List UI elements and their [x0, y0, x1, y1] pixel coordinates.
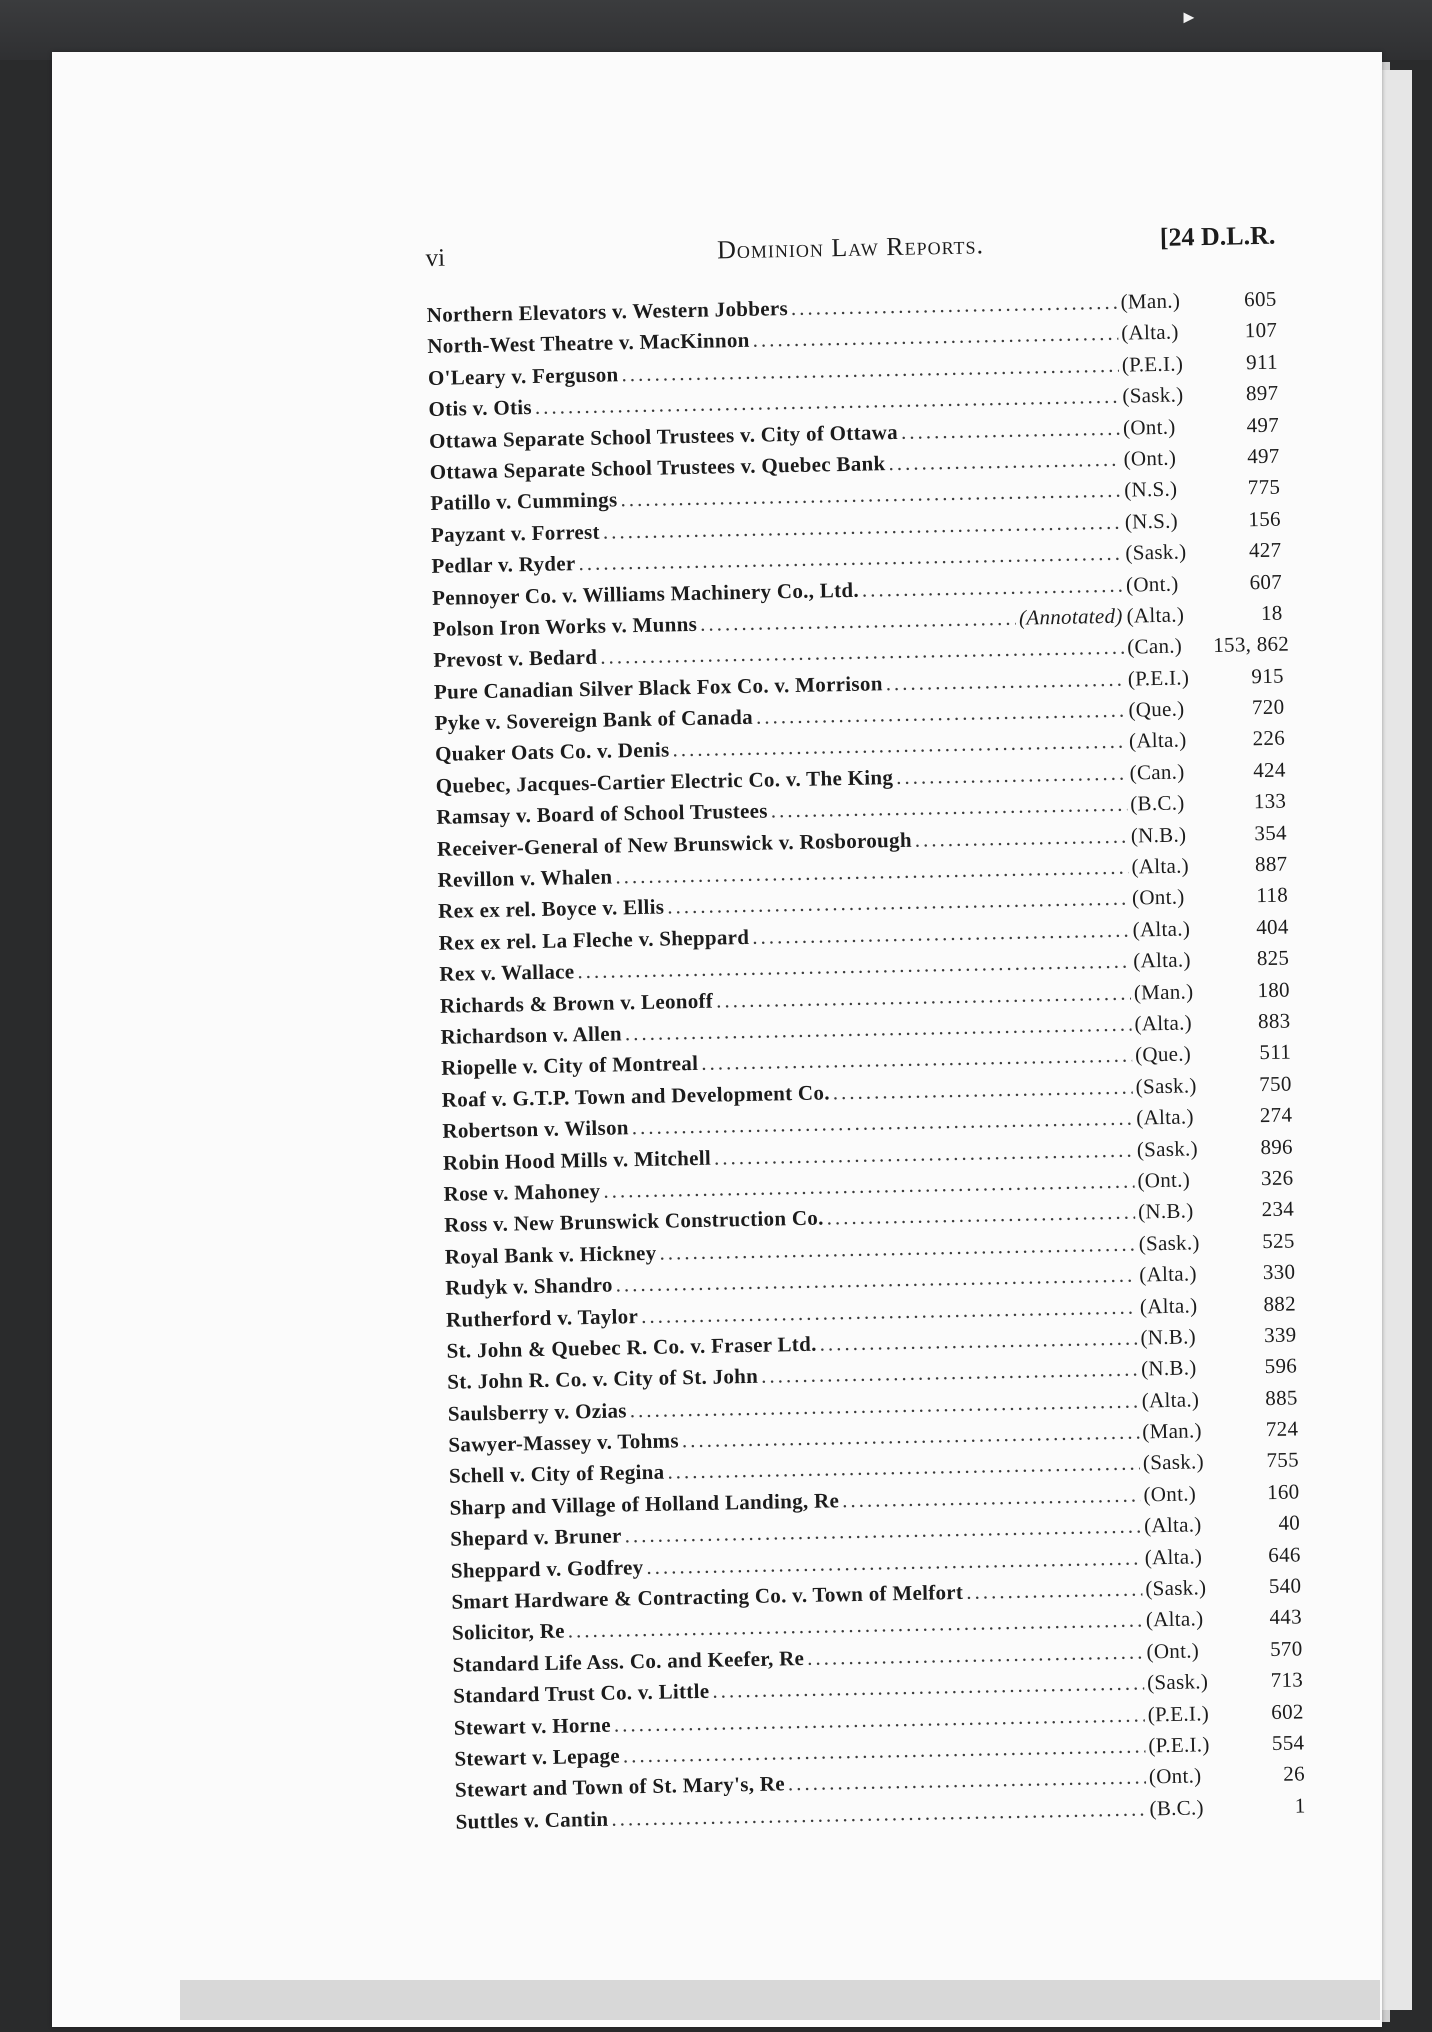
case-name: Rex v. Wallace: [439, 959, 575, 987]
case-page: 887: [1254, 851, 1288, 877]
case-name: Robin Hood Mills v. Mitchell: [442, 1145, 712, 1175]
case-page: 424: [1252, 757, 1286, 783]
case-court: (Que.): [1134, 1041, 1192, 1067]
case-page: 234: [1261, 1196, 1295, 1222]
case-page: 18: [1260, 600, 1283, 625]
case-name: Rutherford v. Taylor: [445, 1303, 639, 1332]
case-court: (N.B.): [1130, 822, 1187, 848]
case-court: (P.E.I.): [1147, 1700, 1210, 1726]
case-name: Patillo v. Cummings: [430, 487, 618, 516]
page-edge: [1382, 70, 1412, 2010]
case-page: 755: [1266, 1447, 1300, 1473]
case-page: 339: [1263, 1322, 1297, 1347]
case-page: 775: [1247, 474, 1281, 500]
case-page: 540: [1268, 1573, 1302, 1599]
case-name: Saulsberry v. Ozias: [447, 1398, 627, 1426]
case-court: (Man.): [1142, 1418, 1203, 1444]
case-name: Sawyer-Massey v. Tohms: [448, 1428, 680, 1457]
case-court: (Sask.): [1138, 1230, 1200, 1256]
case-name: Quebec, Jacques-Cartier Electric Co. v. The King: [435, 764, 894, 798]
case-page: 156: [1248, 506, 1282, 531]
dot-leader: [819, 1325, 1137, 1356]
dot-leader: [807, 1639, 1144, 1670]
case-name: North-West Theatre v. MacKinnon: [427, 328, 750, 359]
case-page: 40: [1278, 1510, 1301, 1536]
case-court: (Ont.): [1148, 1763, 1202, 1789]
case-page: 274: [1259, 1102, 1293, 1128]
case-court: (Sask.): [1145, 1575, 1207, 1601]
case-name: Rudyk v. Shandro: [445, 1272, 613, 1300]
case-name: Robertson v. Wilson: [442, 1115, 629, 1143]
dot-leader: [888, 447, 1121, 476]
case-court: (P.E.I.): [1121, 351, 1184, 377]
case-page: 497: [1246, 443, 1280, 469]
dot-leader: [862, 572, 1124, 602]
case-name: Standard Trust Co. v. Little: [453, 1679, 710, 1708]
case-name: Pedlar v. Ryder: [431, 551, 576, 579]
case-name: Standard Life Ass. Co. and Keefer, Re: [452, 1645, 805, 1677]
case-court: (Alta.): [1145, 1606, 1204, 1632]
case-page: 605: [1243, 286, 1277, 312]
case-name: Stewart v. Lepage: [454, 1743, 621, 1771]
case-name: Payzant v. Forrest: [430, 519, 601, 547]
case-court: (Can.): [1126, 633, 1183, 659]
dot-leader: [966, 1576, 1143, 1604]
case-page: 570: [1269, 1636, 1303, 1661]
case-court: (Sask.): [1142, 1449, 1205, 1475]
dot-leader: [901, 415, 1121, 444]
case-page: 915: [1251, 663, 1285, 688]
case-page: 497: [1246, 412, 1280, 437]
case-page: 897: [1245, 380, 1279, 406]
case-name: Smart Hardware & Contracting Co. v. Town of Melfort: [451, 1579, 964, 1614]
dot-leader: [791, 290, 1118, 321]
case-name: Prevost v. Bedard: [433, 645, 598, 673]
case-court: (N.B.): [1140, 1355, 1197, 1381]
case-page: 1: [1294, 1793, 1306, 1818]
case-name: Richardson v. Allen: [440, 1021, 623, 1049]
case-page: 896: [1260, 1134, 1294, 1159]
case-page: 602: [1271, 1698, 1304, 1724]
dot-leader: [700, 606, 1016, 637]
case-court: (Sask.): [1136, 1135, 1199, 1162]
case-court: (Can.): [1129, 759, 1185, 785]
case-court: (B.C.): [1130, 790, 1185, 816]
case-court: (Alta.): [1139, 1292, 1198, 1318]
case-court: (Man.): [1133, 978, 1194, 1005]
case-name: Richards & Brown v. Leonoff: [439, 988, 714, 1018]
case-court: (B.C.): [1149, 1795, 1205, 1821]
case-name: Schell v. City of Regina: [448, 1460, 665, 1489]
case-name: Ottawa Separate School Trustees v. Quebec Bank: [429, 451, 886, 484]
case-court: (Alta.): [1126, 602, 1185, 628]
case-page: 911: [1245, 349, 1279, 375]
case-page: 750: [1259, 1071, 1292, 1096]
case-court: (Alta.): [1143, 1512, 1202, 1538]
case-page: 354: [1254, 820, 1288, 845]
case-court: (N.S.): [1124, 508, 1179, 534]
case-court: (Sask.): [1125, 539, 1187, 565]
case-page: 720: [1251, 694, 1285, 720]
case-name: St. John R. Co. v. City of St. John: [446, 1364, 759, 1395]
case-name: Roaf v. G.T.P. Town and Development Co.: [441, 1080, 830, 1112]
case-court: (Ont.): [1131, 884, 1185, 910]
case-page: 160: [1266, 1479, 1300, 1504]
case-page: 180: [1257, 977, 1291, 1002]
case-page: 825: [1256, 945, 1290, 971]
case-page: 596: [1264, 1353, 1298, 1379]
dot-leader: [833, 1074, 1133, 1105]
case-name: Stewart and Town of St. Mary's, Re: [454, 1771, 786, 1803]
case-name: Sharp and Village of Holland Landing, Re: [449, 1488, 840, 1520]
case-page: 427: [1248, 537, 1282, 563]
case-name: Receiver-General of New Brunswick v. Rosborough: [436, 827, 913, 861]
case-court: (Man.): [1120, 288, 1181, 314]
case-page: 607: [1249, 569, 1283, 594]
case-name: Stewart v. Horne: [453, 1712, 612, 1740]
case-page: 133: [1253, 788, 1287, 814]
case-name: Quaker Oats Co. v. Denis: [434, 737, 670, 767]
dot-leader: [915, 823, 1129, 852]
case-index-list: [426, 287, 1305, 1841]
case-name: O'Leary v. Ferguson: [427, 362, 619, 390]
case-court: (Sask.): [1146, 1669, 1209, 1695]
case-page: 107: [1244, 318, 1278, 343]
case-name: Pyke v. Sovereign Bank of Canada: [434, 704, 754, 735]
case-court: (P.E.I.): [1148, 1732, 1210, 1758]
case-court: (Ont.): [1143, 1481, 1197, 1507]
case-name: Northern Elevators v. Western Jobbers: [426, 296, 789, 327]
case-name: Rose v. Mahoney: [443, 1178, 601, 1206]
dot-leader: [842, 1482, 1141, 1513]
case-page: 646: [1268, 1542, 1301, 1567]
case-name: Pennoyer Co. v. Williams Machinery Co., Ltd.: [431, 577, 860, 610]
case-name: Solicitor, Re: [451, 1618, 566, 1646]
case-page: 26: [1283, 1761, 1306, 1787]
case-court: (Ont.): [1137, 1167, 1191, 1193]
case-court: (N.B.): [1137, 1198, 1194, 1224]
case-name: Revillon v. Whalen: [437, 864, 613, 892]
case-name: Polson Iron Works v. Munns: [432, 611, 698, 641]
case-court: (Alta.): [1134, 1010, 1193, 1036]
case-name: St. John & Quebec R. Co. v. Fraser Ltd.: [446, 1331, 817, 1363]
case-page: 713: [1270, 1667, 1304, 1693]
case-page: 525: [1262, 1228, 1295, 1253]
case-court: (Ont.): [1122, 414, 1176, 440]
case-page: 404: [1255, 914, 1289, 939]
case-name: Royal Bank v. Hickney: [444, 1240, 657, 1269]
case-page: 883: [1257, 1008, 1291, 1034]
case-page: 885: [1265, 1385, 1298, 1410]
case-page: 511: [1259, 1039, 1292, 1065]
case-page: 153, 862: [1212, 631, 1290, 658]
case-court: (Alta.): [1133, 947, 1191, 973]
dot-leader: [885, 666, 1125, 696]
case-court: (P.E.I.): [1127, 665, 1190, 691]
case-court: (Ont.): [1125, 571, 1179, 597]
case-name: Ottawa Separate School Trustees v. City of Ottawa: [428, 419, 899, 453]
case-court: (Alta.): [1144, 1543, 1203, 1570]
case-name: Ramsay v. Board of School Trustees: [436, 798, 768, 830]
case-court: (N.B.): [1140, 1324, 1197, 1350]
case-court: (Alta.): [1128, 727, 1187, 754]
case-page: 724: [1265, 1416, 1299, 1442]
underlying-sheet-bottom: [180, 1980, 1380, 2020]
case-page: 443: [1269, 1604, 1303, 1630]
case-court: (Alta.): [1141, 1387, 1200, 1413]
case-page: 330: [1262, 1259, 1296, 1285]
case-name: Ross v. New Brunswick Construction Co.: [443, 1205, 824, 1238]
page-content: [425, 209, 1306, 1834]
dot-leader: [826, 1200, 1135, 1231]
dot-leader: [896, 760, 1127, 789]
case-name: Otis v. Otis: [428, 395, 533, 422]
volume-ref: [24 D.L.R.: [1159, 220, 1276, 252]
case-page: 554: [1271, 1730, 1305, 1755]
case-name: Sheppard v. Godfrey: [450, 1554, 644, 1583]
case-page: 226: [1252, 726, 1286, 751]
case-court: (Alta.): [1136, 1104, 1194, 1130]
case-court: (Alta.): [1131, 853, 1190, 879]
case-court: (Alta.): [1139, 1261, 1198, 1287]
case-name: Suttles v. Cantin: [455, 1806, 609, 1834]
case-page: 326: [1260, 1165, 1294, 1191]
corner-arrow-icon: ►: [1180, 7, 1198, 27]
case-court: (Ont.): [1123, 445, 1177, 471]
case-name: Shepard v. Bruner: [449, 1523, 622, 1551]
case-court: (Alta.): [1120, 319, 1179, 346]
case-name: Rex ex rel. La Fleche v. Sheppard: [438, 924, 750, 955]
case-page: 118: [1256, 882, 1289, 908]
case-court: (N.S.): [1123, 476, 1178, 502]
case-court: (Sask.): [1135, 1073, 1197, 1099]
running-title: Dominion Law Reports.: [716, 230, 985, 265]
case-page: 882: [1263, 1290, 1297, 1316]
case-court: (Que.): [1128, 696, 1185, 722]
case-name: Pure Canadian Silver Black Fox Co. v. Morrison: [433, 670, 883, 704]
page-folio: vi: [425, 244, 446, 272]
book-cover-top: [0, 0, 1432, 60]
case-court: (Alta.): [1132, 916, 1191, 942]
case-annotation: (Annotated): [1018, 603, 1123, 630]
case-court: (Ont.): [1146, 1638, 1200, 1664]
case-court: (Sask.): [1122, 382, 1184, 408]
case-name: Riopelle v. City of Montreal: [440, 1051, 699, 1081]
case-name: Rex ex rel. Boyce v. Ellis: [437, 894, 665, 924]
